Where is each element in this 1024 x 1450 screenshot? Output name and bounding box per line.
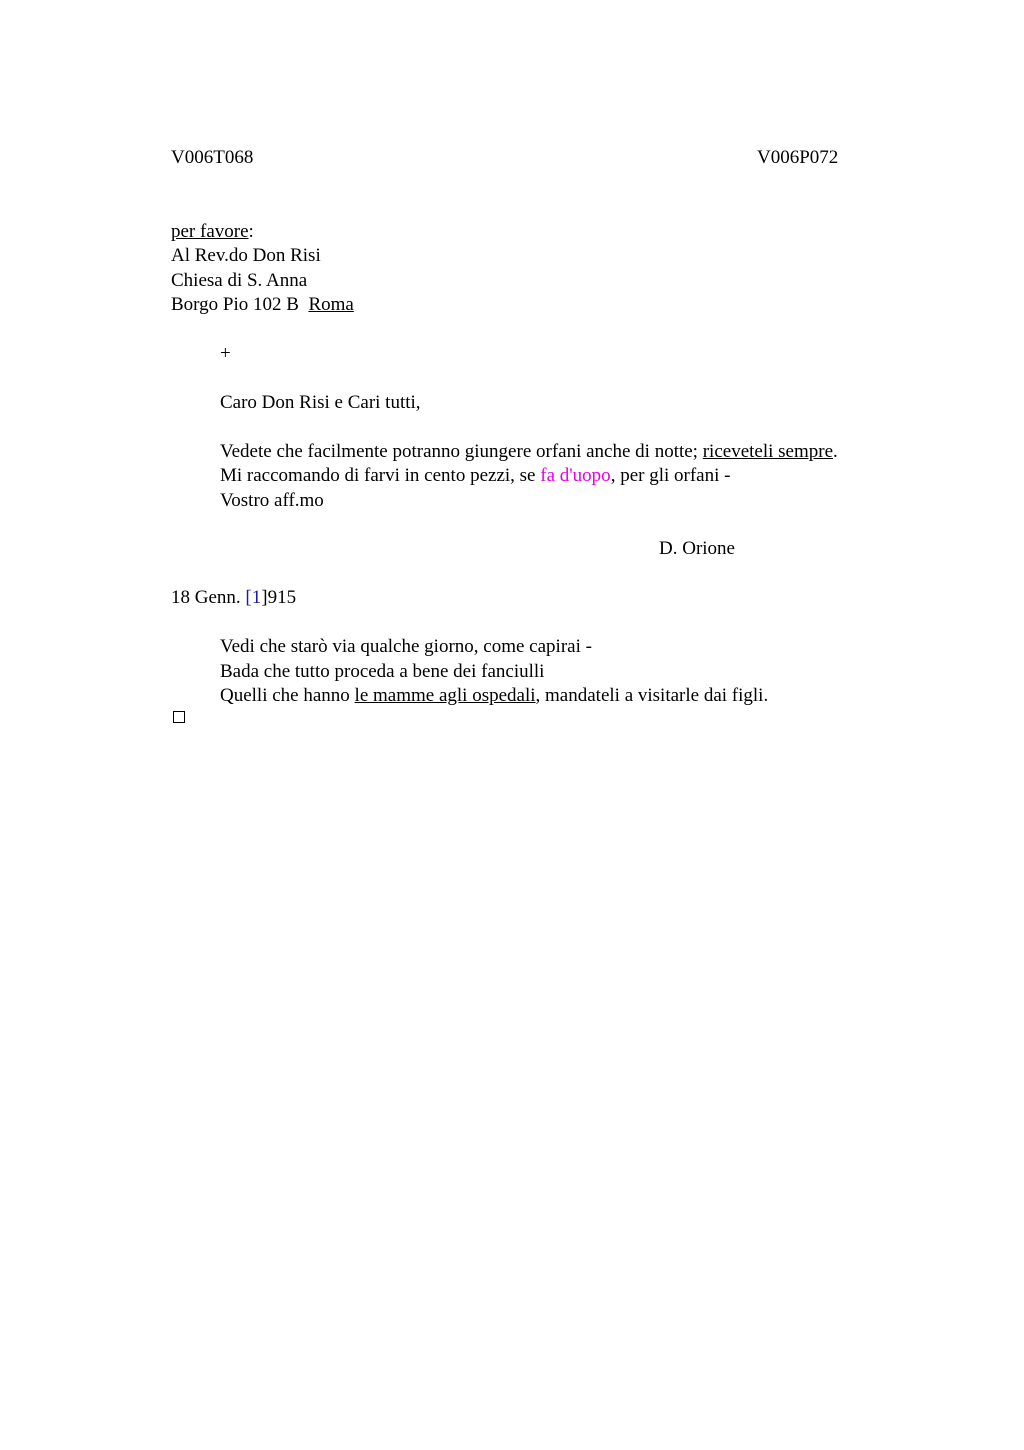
- closing: Vostro aff.mo: [220, 490, 324, 511]
- postscript-line-1: Vedi che starò via qualche giorno, come capirai -: [220, 636, 592, 657]
- cross-symbol: +: [220, 343, 231, 364]
- date-line: [171, 586, 296, 610]
- salutation: Caro Don Risi e Cari tutti,: [220, 392, 421, 413]
- address-label: per favore: [171, 221, 249, 242]
- address-street: Borgo Pio 102 B: [171, 294, 299, 315]
- end-marker-box-icon: [173, 711, 185, 723]
- postscript-line-3: [220, 684, 768, 708]
- date-bracket-digit: 1: [251, 587, 262, 608]
- document-code-left: V006T068: [171, 147, 254, 168]
- address-label-line: [171, 220, 254, 244]
- date-bracket-close: ]: [261, 587, 268, 608]
- body-line-1: [220, 440, 838, 464]
- address-city: Roma: [308, 294, 354, 315]
- address-recipient: Al Rev.do Don Risi: [171, 245, 321, 266]
- body-line-2-text: Mi raccomando di farvi in cento pezzi, se: [220, 465, 541, 486]
- postscript-line-2: Bada che tutto proceda a bene dei fanciulli: [220, 661, 545, 682]
- body-line-1-end: .: [833, 441, 838, 462]
- body-line-1-text: Vedete che facilmente potranno giungere orfani anche di notte;: [220, 441, 703, 462]
- body-line-1-underlined: riceveteli sempre: [702, 441, 834, 462]
- body-line-2-highlight: fa d'uopo: [540, 465, 611, 486]
- date-bracket-open: [: [245, 587, 252, 608]
- address-label-suffix: :: [248, 221, 254, 242]
- postscript-line-3-suffix: , mandateli a visitarle dai figli.: [535, 685, 769, 706]
- body-line-2-end: , per gli orfani -: [610, 465, 731, 486]
- document-code-right: V006P072: [757, 147, 839, 168]
- postscript-line-3-underlined: le mamme agli ospedali: [354, 685, 536, 706]
- address-street-line: [171, 293, 354, 317]
- postscript-line-3-prefix: Quelli che hanno: [220, 685, 355, 706]
- date-day-month: 18 Genn.: [171, 587, 246, 608]
- date-year-rest: 915: [267, 587, 297, 608]
- address-church: Chiesa di S. Anna: [171, 270, 308, 291]
- signature: D. Orione: [659, 538, 735, 559]
- body-line-2: [220, 464, 730, 488]
